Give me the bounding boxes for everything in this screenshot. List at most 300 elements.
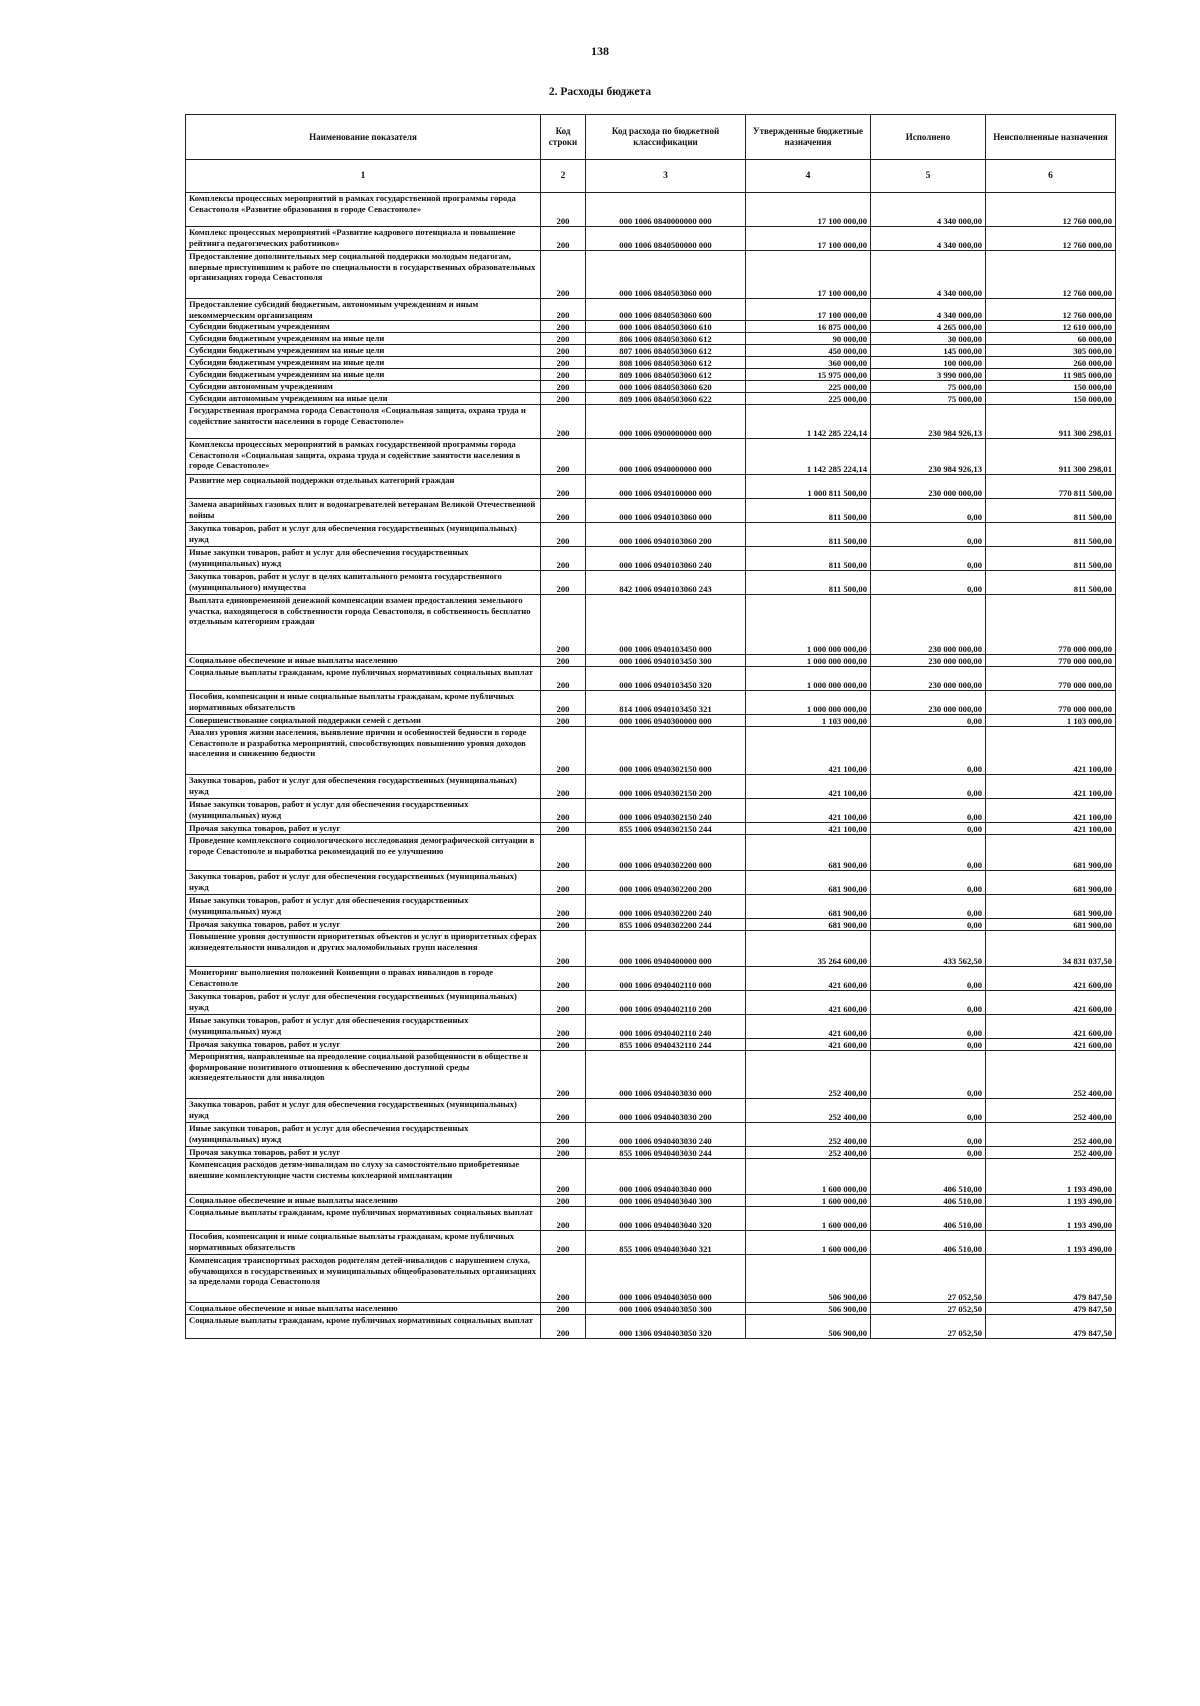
- table-row: [186, 1195, 1116, 1207]
- row-expense-code: 000 1006 0940402110 200: [586, 991, 746, 1015]
- row-unexecuted: 770 000 000,00: [986, 667, 1116, 691]
- row-executed: 230 984 926,13: [871, 405, 986, 439]
- table-row: [186, 919, 1116, 931]
- row-executed: 0,00: [871, 823, 986, 835]
- row-unexecuted: 479 847,50: [986, 1315, 1116, 1339]
- row-line-code: 200: [541, 1195, 586, 1207]
- row-unexecuted: 811 500,00: [986, 571, 1116, 595]
- row-expense-code: 000 1006 0940402110 000: [586, 967, 746, 991]
- table-row: [186, 931, 1116, 967]
- row-approved: 811 500,00: [746, 547, 871, 571]
- row-expense-code: 000 1006 0940403030 000: [586, 1051, 746, 1099]
- row-approved: 1 103 000,00: [746, 715, 871, 727]
- table-row: [186, 1303, 1116, 1315]
- row-unexecuted: 811 500,00: [986, 547, 1116, 571]
- row-executed: 406 510,00: [871, 1207, 986, 1231]
- row-name: Предоставление субсидий бюджетным, автономным учреждениям и иным некоммерческим организациям: [186, 299, 541, 321]
- row-unexecuted: 911 300 298,01: [986, 439, 1116, 475]
- row-name: Социальные выплаты гражданам, кроме публичных нормативных социальных выплат: [186, 1315, 541, 1339]
- table-row: [186, 1207, 1116, 1231]
- row-line-code: 200: [541, 967, 586, 991]
- row-expense-code: 000 1006 0940403050 000: [586, 1255, 746, 1303]
- header-row: [186, 115, 1116, 160]
- row-executed: 230 000 000,00: [871, 667, 986, 691]
- header-indicator-name: Наименование показателя: [186, 115, 541, 160]
- row-name: Иные закупки товаров, работ и услуг для обеспечения государственных (муниципальных) нужд: [186, 1015, 541, 1039]
- row-line-code: 200: [541, 667, 586, 691]
- row-line-code: 200: [541, 871, 586, 895]
- row-name: Комплексы процессных мероприятий в рамках государственной программы города Севастополя «Развитие образования в городе Севастополе»: [186, 193, 541, 227]
- row-expense-code: 808 1006 0840503060 612: [586, 357, 746, 369]
- table-row: [186, 439, 1116, 475]
- row-expense-code: 814 1006 0940103450 321: [586, 691, 746, 715]
- row-name: Пособия, компенсации и иные социальные выплаты гражданам, кроме публичных нормативных обязательств: [186, 691, 541, 715]
- table-row: [186, 1315, 1116, 1339]
- header-line-code: Код строки: [541, 115, 586, 160]
- row-executed: 4 340 000,00: [871, 299, 986, 321]
- row-approved: 681 900,00: [746, 871, 871, 895]
- row-line-code: 200: [541, 919, 586, 931]
- row-line-code: 200: [541, 1315, 586, 1339]
- row-unexecuted: 421 100,00: [986, 775, 1116, 799]
- row-unexecuted: 12 760 000,00: [986, 251, 1116, 299]
- row-approved: 421 100,00: [746, 799, 871, 823]
- row-expense-code: 000 1006 0940403030 200: [586, 1099, 746, 1123]
- row-line-code: 200: [541, 655, 586, 667]
- row-name: Мероприятия, направленные на преодоление социальной разобщенности в обществе и формирование позитивного отношения к обеспечению доступной среды жизнедеятельности для инвалидов: [186, 1051, 541, 1099]
- row-name: Совершенствование социальной поддержки семей с детьми: [186, 715, 541, 727]
- row-unexecuted: 252 400,00: [986, 1123, 1116, 1147]
- row-unexecuted: 479 847,50: [986, 1255, 1116, 1303]
- row-executed: 230 984 926,13: [871, 439, 986, 475]
- table-row: [186, 381, 1116, 393]
- row-line-code: 200: [541, 715, 586, 727]
- row-line-code: 200: [541, 931, 586, 967]
- row-expense-code: 806 1006 0840503060 612: [586, 333, 746, 345]
- row-unexecuted: 421 100,00: [986, 799, 1116, 823]
- row-unexecuted: 681 900,00: [986, 835, 1116, 871]
- table-row: [186, 571, 1116, 595]
- table-row: [186, 871, 1116, 895]
- row-unexecuted: 681 900,00: [986, 895, 1116, 919]
- table-row: [186, 835, 1116, 871]
- row-executed: 75 000,00: [871, 393, 986, 405]
- row-name: Компенсация транспортных расходов родителям детей-инвалидов с нарушением слуха, обучающихся в государственных и муниципальных общеобразовательных организациях за пределами города Севастополя: [186, 1255, 541, 1303]
- row-name: Субсидии бюджетным учреждениям на иные цели: [186, 345, 541, 357]
- row-name: Иные закупки товаров, работ и услуг для обеспечения государственных (муниципальных) нужд: [186, 799, 541, 823]
- row-unexecuted: 811 500,00: [986, 523, 1116, 547]
- row-name: Закупка товаров, работ и услуг для обеспечения государственных (муниципальных) нужд: [186, 1099, 541, 1123]
- row-line-code: 200: [541, 475, 586, 499]
- row-name: Мониторинг выполнения положений Конвенции о правах инвалидов в городе Севастополе: [186, 967, 541, 991]
- row-approved: 421 100,00: [746, 823, 871, 835]
- row-expense-code: 000 1006 0940403040 300: [586, 1195, 746, 1207]
- row-approved: 1 600 000,00: [746, 1231, 871, 1255]
- row-unexecuted: 770 811 500,00: [986, 475, 1116, 499]
- row-line-code: 200: [541, 499, 586, 523]
- row-approved: 225 000,00: [746, 393, 871, 405]
- row-approved: 17 100 000,00: [746, 251, 871, 299]
- row-approved: 360 000,00: [746, 357, 871, 369]
- row-expense-code: 807 1006 0840503060 612: [586, 345, 746, 357]
- row-line-code: 200: [541, 1123, 586, 1147]
- row-approved: 421 600,00: [746, 1015, 871, 1039]
- row-unexecuted: 305 000,00: [986, 345, 1116, 357]
- row-unexecuted: 11 985 000,00: [986, 369, 1116, 381]
- row-approved: 811 500,00: [746, 523, 871, 547]
- row-name: Закупка товаров, работ и услуг для обеспечения государственных (муниципальных) нужд: [186, 871, 541, 895]
- row-unexecuted: 479 847,50: [986, 1303, 1116, 1315]
- table-row: [186, 1051, 1116, 1099]
- row-executed: 75 000,00: [871, 381, 986, 393]
- table-row: [186, 1147, 1116, 1159]
- table-row: [186, 393, 1116, 405]
- row-expense-code: 000 1006 0940302200 000: [586, 835, 746, 871]
- row-approved: 681 900,00: [746, 895, 871, 919]
- row-unexecuted: 150 000,00: [986, 381, 1116, 393]
- column-number: 5: [871, 160, 986, 193]
- row-unexecuted: 252 400,00: [986, 1051, 1116, 1099]
- table-row: [186, 227, 1116, 251]
- row-approved: 1 600 000,00: [746, 1207, 871, 1231]
- row-approved: 35 264 600,00: [746, 931, 871, 967]
- row-unexecuted: 911 300 298,01: [986, 405, 1116, 439]
- row-line-code: 200: [541, 227, 586, 251]
- row-approved: 17 100 000,00: [746, 299, 871, 321]
- row-line-code: 200: [541, 571, 586, 595]
- row-approved: 681 900,00: [746, 835, 871, 871]
- row-expense-code: 000 1006 0940403050 300: [586, 1303, 746, 1315]
- row-approved: 506 900,00: [746, 1255, 871, 1303]
- row-line-code: 200: [541, 439, 586, 475]
- table-row: [186, 299, 1116, 321]
- row-line-code: 200: [541, 727, 586, 775]
- row-approved: 811 500,00: [746, 571, 871, 595]
- row-unexecuted: 1 193 490,00: [986, 1159, 1116, 1195]
- table-row: [186, 667, 1116, 691]
- row-approved: 90 000,00: [746, 333, 871, 345]
- row-unexecuted: 421 100,00: [986, 727, 1116, 775]
- row-approved: 421 600,00: [746, 967, 871, 991]
- row-line-code: 200: [541, 991, 586, 1015]
- table-row: [186, 369, 1116, 381]
- row-name: Субсидии бюджетным учреждениям на иные цели: [186, 333, 541, 345]
- header-unexecuted: Неисполненные назначения: [986, 115, 1116, 160]
- row-unexecuted: 150 000,00: [986, 393, 1116, 405]
- table-row: [186, 823, 1116, 835]
- row-approved: 1 000 811 500,00: [746, 475, 871, 499]
- row-name: Закупка товаров, работ и услуг в целях капитального ремонта государственного (муниципального) имущества: [186, 571, 541, 595]
- row-expense-code: 000 1006 0940400000 000: [586, 931, 746, 967]
- row-executed: 0,00: [871, 547, 986, 571]
- row-name: Субсидии бюджетным учреждениям на иные цели: [186, 357, 541, 369]
- table-row: [186, 1123, 1116, 1147]
- row-unexecuted: 681 900,00: [986, 919, 1116, 931]
- column-number: 1: [186, 160, 541, 193]
- row-executed: 100 000,00: [871, 357, 986, 369]
- row-unexecuted: 421 600,00: [986, 967, 1116, 991]
- row-unexecuted: 421 600,00: [986, 991, 1116, 1015]
- row-executed: 3 990 000,00: [871, 369, 986, 381]
- row-approved: 450 000,00: [746, 345, 871, 357]
- table-row: [186, 1039, 1116, 1051]
- row-expense-code: 855 1006 0940302150 244: [586, 823, 746, 835]
- row-unexecuted: 12 760 000,00: [986, 193, 1116, 227]
- table-row: [186, 691, 1116, 715]
- row-approved: 252 400,00: [746, 1099, 871, 1123]
- row-executed: 0,00: [871, 895, 986, 919]
- table-row: [186, 655, 1116, 667]
- row-executed: 406 510,00: [871, 1159, 986, 1195]
- row-expense-code: 000 1006 0840503060 620: [586, 381, 746, 393]
- row-executed: 0,00: [871, 1015, 986, 1039]
- row-executed: 0,00: [871, 1099, 986, 1123]
- table-row: [186, 251, 1116, 299]
- row-executed: 0,00: [871, 871, 986, 895]
- row-name: Иные закупки товаров, работ и услуг для обеспечения государственных (муниципальных) нужд: [186, 547, 541, 571]
- row-name: Субсидии автономным учреждениям на иные цели: [186, 393, 541, 405]
- table-row: [186, 357, 1116, 369]
- row-executed: 27 052,50: [871, 1255, 986, 1303]
- row-approved: 252 400,00: [746, 1051, 871, 1099]
- table-row: [186, 775, 1116, 799]
- row-name: Прочая закупка товаров, работ и услуг: [186, 919, 541, 931]
- row-unexecuted: 1 103 000,00: [986, 715, 1116, 727]
- row-line-code: 200: [541, 357, 586, 369]
- row-name: Прочая закупка товаров, работ и услуг: [186, 1147, 541, 1159]
- row-name: Компенсация расходов детям-инвалидам по слуху за самостоятельно приобретенные внешние комплектующие части системы кохлеарной имплантации: [186, 1159, 541, 1195]
- header-expense-code: Код расхода по бюджетной классификации: [586, 115, 746, 160]
- row-approved: 1 142 285 224,14: [746, 405, 871, 439]
- row-line-code: 200: [541, 381, 586, 393]
- row-expense-code: 000 1006 0940302150 240: [586, 799, 746, 823]
- row-line-code: 200: [541, 333, 586, 345]
- row-expense-code: 000 1006 0940000000 000: [586, 439, 746, 475]
- row-approved: 421 600,00: [746, 991, 871, 1015]
- table-row: [186, 1231, 1116, 1255]
- row-executed: 0,00: [871, 727, 986, 775]
- row-executed: 0,00: [871, 523, 986, 547]
- row-line-code: 200: [541, 775, 586, 799]
- row-executed: 0,00: [871, 835, 986, 871]
- row-executed: 0,00: [871, 991, 986, 1015]
- row-approved: 225 000,00: [746, 381, 871, 393]
- row-executed: 0,00: [871, 499, 986, 523]
- table-row: [186, 321, 1116, 333]
- row-expense-code: 000 1006 0900000000 000: [586, 405, 746, 439]
- row-expense-code: 809 1006 0840503060 612: [586, 369, 746, 381]
- row-approved: 1 142 285 224,14: [746, 439, 871, 475]
- page-number: 138: [591, 44, 609, 58]
- row-unexecuted: 60 000,00: [986, 333, 1116, 345]
- row-unexecuted: 1 193 490,00: [986, 1207, 1116, 1231]
- row-executed: 27 052,50: [871, 1315, 986, 1339]
- row-line-code: 200: [541, 251, 586, 299]
- row-name: Выплата единовременной денежной компенсации взамен предоставления земельного участка, находящегося в собственности города Севастополя, в собственность бесплатно отдельным категориям граждан: [186, 595, 541, 655]
- row-approved: 16 875 000,00: [746, 321, 871, 333]
- row-executed: 27 052,50: [871, 1303, 986, 1315]
- row-line-code: 200: [541, 1159, 586, 1195]
- row-name: Закупка товаров, работ и услуг для обеспечения государственных (муниципальных) нужд: [186, 523, 541, 547]
- row-line-code: 200: [541, 547, 586, 571]
- row-line-code: 200: [541, 369, 586, 381]
- row-executed: 0,00: [871, 799, 986, 823]
- row-executed: 406 510,00: [871, 1231, 986, 1255]
- row-line-code: 200: [541, 1015, 586, 1039]
- row-line-code: 200: [541, 405, 586, 439]
- row-line-code: 200: [541, 895, 586, 919]
- row-name: Анализ уровня жизни населения, выявление причин и особенностей бедности в городе Севастополе и разработка мероприятий, способствующих повышению уровня доходов населения и снижению бедности: [186, 727, 541, 775]
- row-name: Субсидии автономным учреждениям: [186, 381, 541, 393]
- row-name: Предоставление дополнительных мер социальной поддержки молодым педагогам, впервые приступившим к работе по специальности в государственных образовательных организациях города Севастополя: [186, 251, 541, 299]
- row-line-code: 200: [541, 1207, 586, 1231]
- row-approved: 506 900,00: [746, 1303, 871, 1315]
- row-unexecuted: 1 193 490,00: [986, 1231, 1116, 1255]
- row-executed: 0,00: [871, 775, 986, 799]
- table-row: [186, 499, 1116, 523]
- row-expense-code: 000 1006 0940302200 200: [586, 871, 746, 895]
- row-executed: 4 265 000,00: [871, 321, 986, 333]
- row-line-code: 200: [541, 835, 586, 871]
- row-unexecuted: 681 900,00: [986, 871, 1116, 895]
- row-approved: 1 000 000 000,00: [746, 655, 871, 667]
- row-expense-code: 000 1006 0940103450 320: [586, 667, 746, 691]
- row-name: Государственная программа города Севастополя «Социальная защита, охрана труда и содействие занятости населения в городе Севастополе»: [186, 405, 541, 439]
- row-expense-code: 855 1006 0940403030 244: [586, 1147, 746, 1159]
- row-executed: 433 562,50: [871, 931, 986, 967]
- row-executed: 230 000 000,00: [871, 655, 986, 667]
- row-line-code: 200: [541, 595, 586, 655]
- row-unexecuted: 252 400,00: [986, 1099, 1116, 1123]
- row-expense-code: 000 1006 0940103450 000: [586, 595, 746, 655]
- row-approved: 252 400,00: [746, 1147, 871, 1159]
- row-line-code: 200: [541, 1255, 586, 1303]
- table-row: [186, 799, 1116, 823]
- row-unexecuted: 811 500,00: [986, 499, 1116, 523]
- table-row: [186, 1099, 1116, 1123]
- row-name: Комплексы процессных мероприятий в рамках государственной программы города Севастополя «Социальная защита, охрана труда и содействие занятости населения в городе Севастополе»: [186, 439, 541, 475]
- row-expense-code: 000 1006 0940403040 000: [586, 1159, 746, 1195]
- row-expense-code: 000 1006 0840503060 610: [586, 321, 746, 333]
- row-line-code: 200: [541, 799, 586, 823]
- row-line-code: 200: [541, 823, 586, 835]
- row-line-code: 200: [541, 1099, 586, 1123]
- row-name: Проведение комплексного социологического исследования демографической ситуации в городе Севастополе и выработка рекомендаций по ее улучшению: [186, 835, 541, 871]
- row-expense-code: 000 1006 0940302150 000: [586, 727, 746, 775]
- row-line-code: 200: [541, 393, 586, 405]
- row-executed: 4 340 000,00: [871, 193, 986, 227]
- column-number: 2: [541, 160, 586, 193]
- row-approved: 1 600 000,00: [746, 1159, 871, 1195]
- row-name: Повышение уровня доступности приоритетных объектов и услуг в приоритетных сферах жизнедеятельности инвалидов и других маломобильных групп населения: [186, 931, 541, 967]
- table-row: [186, 715, 1116, 727]
- row-executed: 0,00: [871, 1051, 986, 1099]
- table-row: [186, 727, 1116, 775]
- row-expense-code: 000 1006 0840503060 600: [586, 299, 746, 321]
- table-row: [186, 193, 1116, 227]
- row-executed: 406 510,00: [871, 1195, 986, 1207]
- row-line-code: 200: [541, 345, 586, 357]
- row-expense-code: 000 1006 0940402110 240: [586, 1015, 746, 1039]
- row-executed: 0,00: [871, 1039, 986, 1051]
- column-number-row: [186, 160, 1116, 193]
- row-executed: 145 000,00: [871, 345, 986, 357]
- row-name: Иные закупки товаров, работ и услуг для обеспечения государственных (муниципальных) нужд: [186, 895, 541, 919]
- row-approved: 252 400,00: [746, 1123, 871, 1147]
- row-expense-code: 842 1006 0940103060 243: [586, 571, 746, 595]
- row-unexecuted: 421 600,00: [986, 1039, 1116, 1051]
- row-expense-code: 855 1006 0940403040 321: [586, 1231, 746, 1255]
- row-executed: 0,00: [871, 715, 986, 727]
- row-name: Иные закупки товаров, работ и услуг для обеспечения государственных (муниципальных) нужд: [186, 1123, 541, 1147]
- row-expense-code: 000 1006 0940403040 320: [586, 1207, 746, 1231]
- header-approved: Утвержденные бюджетные назначения: [746, 115, 871, 160]
- row-executed: 230 000 000,00: [871, 595, 986, 655]
- table-row: [186, 1015, 1116, 1039]
- row-executed: 0,00: [871, 571, 986, 595]
- row-line-code: 200: [541, 1303, 586, 1315]
- row-name: Социальное обеспечение и иные выплаты населению: [186, 1195, 541, 1207]
- row-name: Закупка товаров, работ и услуг для обеспечения государственных (муниципальных) нужд: [186, 775, 541, 799]
- row-line-code: 200: [541, 691, 586, 715]
- table-row: [186, 967, 1116, 991]
- row-expense-code: 000 1006 0940302200 240: [586, 895, 746, 919]
- row-approved: 1 600 000,00: [746, 1195, 871, 1207]
- row-unexecuted: 1 193 490,00: [986, 1195, 1116, 1207]
- row-executed: 0,00: [871, 919, 986, 931]
- row-line-code: 200: [541, 523, 586, 547]
- row-unexecuted: 770 000 000,00: [986, 691, 1116, 715]
- row-executed: 4 340 000,00: [871, 251, 986, 299]
- row-name: Социальное обеспечение и иные выплаты населению: [186, 655, 541, 667]
- table-row: [186, 991, 1116, 1015]
- row-name: Субсидии бюджетным учреждениям на иные цели: [186, 369, 541, 381]
- row-executed: 0,00: [871, 1123, 986, 1147]
- row-unexecuted: 770 000 000,00: [986, 595, 1116, 655]
- row-expense-code: 000 1006 0940103060 000: [586, 499, 746, 523]
- row-name: Прочая закупка товаров, работ и услуг: [186, 823, 541, 835]
- row-approved: 421 100,00: [746, 727, 871, 775]
- section-title: 2. Расходы бюджета: [548, 86, 652, 98]
- column-number: 6: [986, 160, 1116, 193]
- row-unexecuted: 421 600,00: [986, 1015, 1116, 1039]
- table-row: [186, 475, 1116, 499]
- row-line-code: 200: [541, 1039, 586, 1051]
- row-executed: 0,00: [871, 1147, 986, 1159]
- row-name: Социальные выплаты гражданам, кроме публичных нормативных социальных выплат: [186, 667, 541, 691]
- row-executed: 30 000,00: [871, 333, 986, 345]
- row-executed: 4 340 000,00: [871, 227, 986, 251]
- row-expense-code: 000 1006 0940100000 000: [586, 475, 746, 499]
- row-approved: 681 900,00: [746, 919, 871, 931]
- row-approved: 1 000 000 000,00: [746, 691, 871, 715]
- table-row: [186, 405, 1116, 439]
- row-name: Социальное обеспечение и иные выплаты населению: [186, 1303, 541, 1315]
- header-executed: Исполнено: [871, 115, 986, 160]
- row-expense-code: 000 1006 0840000000 000: [586, 193, 746, 227]
- row-approved: 811 500,00: [746, 499, 871, 523]
- table-row: [186, 547, 1116, 571]
- column-number: 4: [746, 160, 871, 193]
- column-number: 3: [586, 160, 746, 193]
- row-expense-code: 000 1006 0940300000 000: [586, 715, 746, 727]
- row-unexecuted: 770 000 000,00: [986, 655, 1116, 667]
- row-name: Развитие мер социальной поддержки отдельных категорий граждан: [186, 475, 541, 499]
- row-expense-code: 000 1006 0940103060 200: [586, 523, 746, 547]
- row-unexecuted: 252 400,00: [986, 1147, 1116, 1159]
- row-unexecuted: 34 831 037,50: [986, 931, 1116, 967]
- table-row: [186, 345, 1116, 357]
